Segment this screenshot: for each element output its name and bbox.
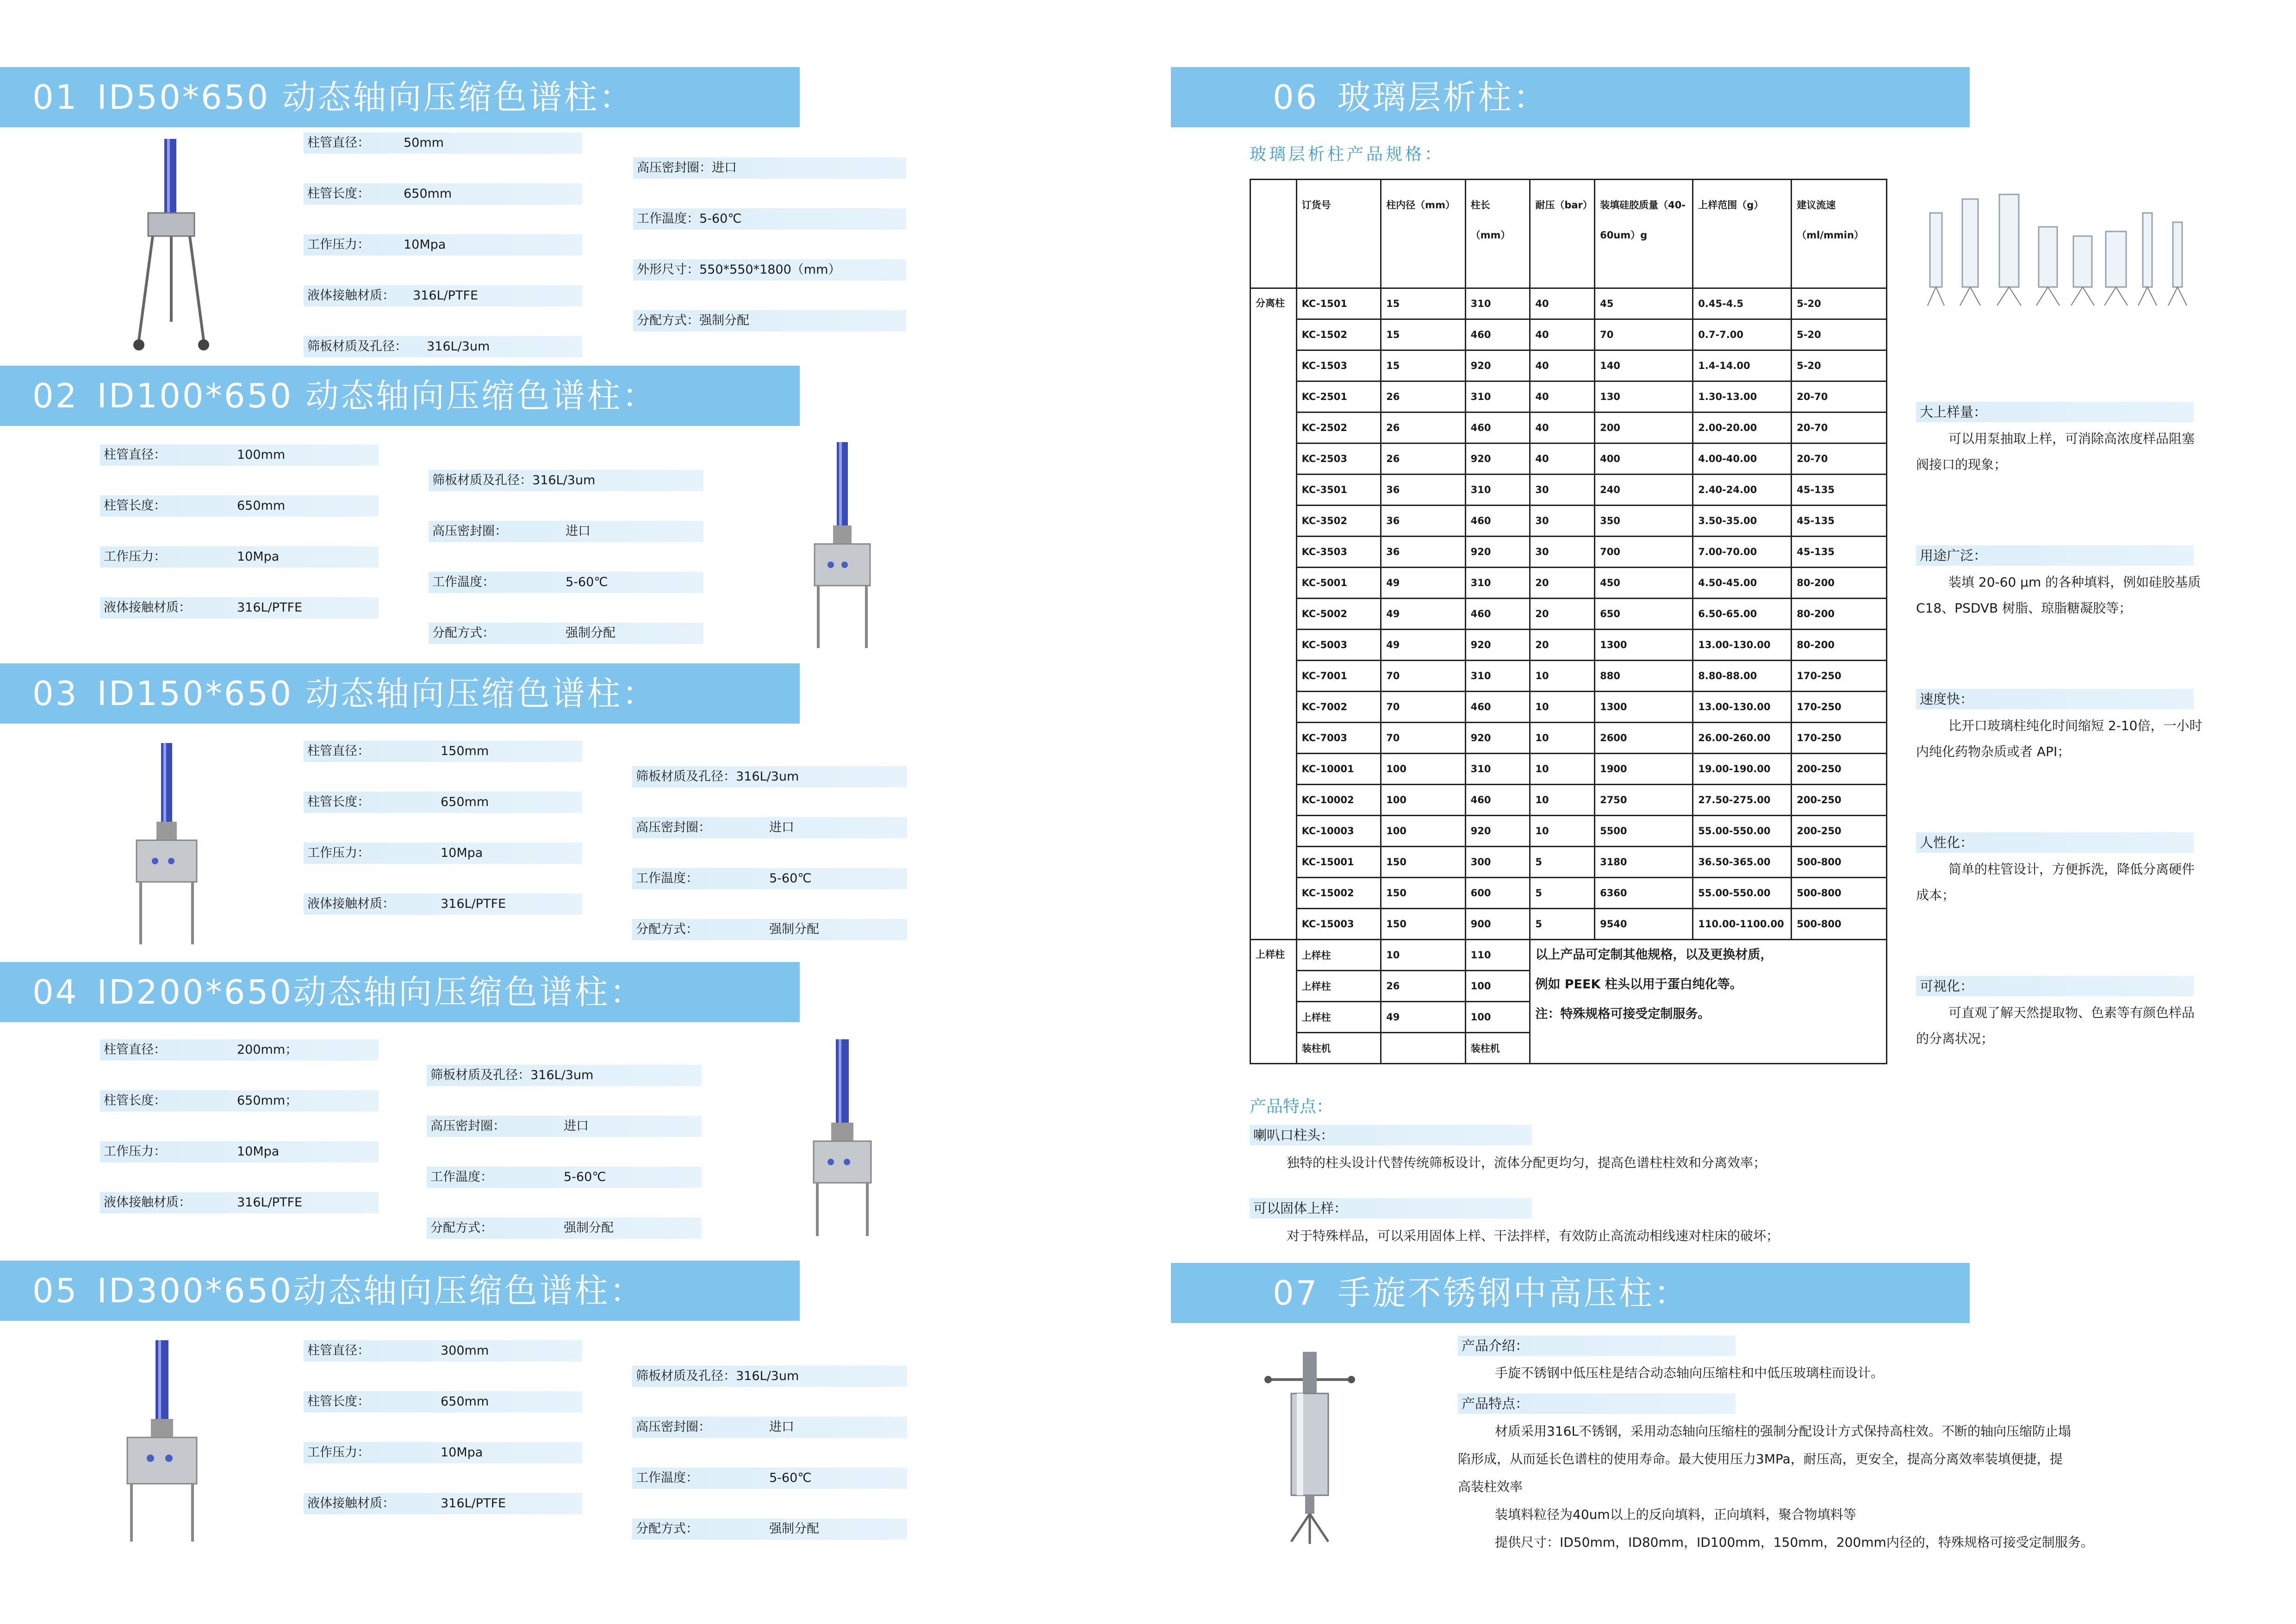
table-cell: 500-800 <box>1792 847 1887 878</box>
table-cell: 26 <box>1381 381 1465 412</box>
spec-row: 柱管直径： 50mm <box>304 132 582 154</box>
spec-row: 工作压力： 10Mpa <box>304 1442 582 1463</box>
section-number: 01 <box>32 78 79 117</box>
table-cell: 40 <box>1530 381 1595 412</box>
table-cell: 460 <box>1465 785 1530 816</box>
table-cell: KC-7002 <box>1296 692 1381 723</box>
table-row <box>1251 661 1887 692</box>
table-cell: 2600 <box>1595 723 1693 754</box>
table-cell: KC-15002 <box>1296 878 1381 909</box>
section-01-banner <box>0 67 800 127</box>
table-cell: 5 <box>1530 909 1595 940</box>
spec-row: 分配方式： 强制分配 <box>632 1518 907 1540</box>
table-cell: 310 <box>1465 475 1530 506</box>
group-label-cell: 上样柱 <box>1251 940 1297 1064</box>
spec-row: 工作温度： 5-60℃ <box>429 572 703 593</box>
spec-row: 分配方式： 强制分配 <box>429 623 703 644</box>
table-cell: 4.50-45.00 <box>1693 568 1792 599</box>
table-cell: KC-7003 <box>1296 723 1381 754</box>
table-note-line: 以上产品可定制其他规格，以及更换材质， <box>1535 948 1773 962</box>
table-cell: KC-2503 <box>1296 443 1381 475</box>
glass-column-spec-table <box>1250 179 1887 1064</box>
table-cell: 70 <box>1381 692 1465 723</box>
table-cell: 460 <box>1465 599 1530 630</box>
table-cell: KC-2501 <box>1296 381 1381 412</box>
section-title: ID50*650 动态轴向压缩色谱柱： <box>97 78 635 117</box>
table-row <box>1251 412 1887 443</box>
spec-row: 液体接触材质： 316L/PTFE <box>304 893 582 915</box>
table-cell: 20 <box>1530 630 1595 661</box>
table-cell: 10 <box>1530 816 1595 847</box>
table-cell: 2750 <box>1595 785 1693 816</box>
table-cell: 7.00-70.00 <box>1693 537 1792 568</box>
table-cell: KC-15001 <box>1296 847 1381 878</box>
spec-row: 外形尺寸：550*550*1800（mm） <box>633 259 906 281</box>
table-header-cell: 上样范围（g） <box>1693 180 1792 288</box>
side-feature-text: 装填 20-60 μm 的各种填料，例如硅胶基质 C18、PSDVB 树脂、琼脂糖凝胶等； <box>1916 575 2201 616</box>
spec-row: 液体接触材质： 316L/PTFE <box>100 1192 379 1213</box>
table-cell: KC-5001 <box>1296 568 1381 599</box>
spec-row: 筛板材质及孔径：316L/3um <box>427 1065 702 1086</box>
spec-row: 工作压力： 10Mpa <box>304 234 582 256</box>
column-50-image <box>125 137 218 359</box>
table-cell: 200-250 <box>1792 816 1887 847</box>
table-cell: 13.00-130.00 <box>1693 692 1792 723</box>
spec-row: 柱管长度： 650mm； <box>100 1090 379 1112</box>
table-header-row <box>1251 180 1887 288</box>
feature-line: 装填料粒径为40um以上的反向填料，正向填料，聚合物填料等 <box>1495 1507 1856 1522</box>
table-cell: 460 <box>1465 692 1530 723</box>
feature-label: 产品特点： <box>1458 1393 1736 1414</box>
table-cell: 100 <box>1465 971 1530 1002</box>
table-cell: 40 <box>1530 443 1595 475</box>
table-cell: 上样柱 <box>1296 1002 1381 1033</box>
spec-row: 柱管直径： 150mm <box>304 741 582 762</box>
section-number: 04 <box>32 973 79 1012</box>
table-cell: KC-1501 <box>1296 288 1381 319</box>
table-cell: 30 <box>1530 506 1595 537</box>
table-cell: 10 <box>1530 723 1595 754</box>
table-cell: 上样柱 <box>1296 940 1381 971</box>
table-row <box>1251 506 1887 537</box>
table-cell: 30 <box>1530 475 1595 506</box>
table-cell: 140 <box>1595 350 1693 381</box>
stainless-column-image <box>1259 1343 1361 1546</box>
table-row <box>1251 847 1887 878</box>
spec-row: 筛板材质及孔径：316L/3um <box>429 470 703 491</box>
spec-row: 高压密封圈： 进口 <box>632 1417 907 1438</box>
table-cell: 6.50-65.00 <box>1693 599 1792 630</box>
table-cell: 20-70 <box>1792 443 1887 475</box>
table-header-cell: 柱内径（mm） <box>1381 180 1465 288</box>
side-feature-label: 人性化： <box>1916 832 2194 853</box>
side-feature-text: 简单的柱管设计，方便拆洗，降低分离硬件成本； <box>1916 862 2195 903</box>
table-row <box>1251 568 1887 599</box>
feature-line: 陷形成，从而延长色谱柱的使用寿命。最大使用压力3MPa，耐压高，更安全，提高分离效率装填便捷，提 <box>1458 1451 2063 1467</box>
table-cell: 4.00-40.00 <box>1693 443 1792 475</box>
table-cell: 460 <box>1465 319 1530 350</box>
table-corner-cell <box>1251 180 1297 288</box>
table-cell: 45 <box>1595 288 1693 319</box>
section-03-banner <box>0 663 800 724</box>
table-cell: 5500 <box>1595 816 1693 847</box>
section-title: 玻璃层析柱： <box>1337 78 1549 117</box>
table-cell: 700 <box>1595 537 1693 568</box>
table-row <box>1251 599 1887 630</box>
spec-row: 分配方式：强制分配 <box>633 310 906 331</box>
table-cell: 10 <box>1530 754 1595 785</box>
section-04-banner <box>0 962 800 1022</box>
table-cell: 19.00-190.00 <box>1693 754 1792 785</box>
table-cell: 55.00-550.00 <box>1693 878 1792 909</box>
table-note-cell <box>1530 940 1887 1064</box>
table-cell: 20-70 <box>1792 381 1887 412</box>
table-cell: KC-5002 <box>1296 599 1381 630</box>
table-cell: 80-200 <box>1792 599 1887 630</box>
spec-row: 工作温度： 5-60℃ <box>632 868 907 889</box>
group-label-cell: 分离柱 <box>1251 288 1297 940</box>
spec-row: 工作压力： 10Mpa <box>304 843 582 864</box>
table-cell: KC-3501 <box>1296 475 1381 506</box>
table-cell: 920 <box>1465 816 1530 847</box>
glass-columns-image <box>1921 185 2208 315</box>
table-row <box>1251 878 1887 909</box>
spec-row: 柱管直径： 100mm <box>100 444 379 466</box>
table-cell: 5-20 <box>1792 319 1887 350</box>
spec-row: 液体接触材质： 316L/PTFE <box>304 1493 582 1514</box>
section-title: ID300*650动态轴向压缩色谱柱： <box>97 1271 645 1310</box>
spec-row: 筛板材质及孔径： 316L/3um <box>304 336 582 357</box>
table-cell: 70 <box>1595 319 1693 350</box>
section-title: ID200*650动态轴向压缩色谱柱： <box>97 973 645 1012</box>
table-cell: 15 <box>1381 288 1465 319</box>
table-row <box>1251 785 1887 816</box>
table-cell: 45-135 <box>1792 475 1887 506</box>
feature-line: 材质采用316L不锈钢，采用动态轴向压缩柱的强制分配设计方式保持高柱效。不断的轴向压缩防止塌 <box>1495 1424 2072 1439</box>
table-cell: 5-20 <box>1792 288 1887 319</box>
table-cell: KC-10002 <box>1296 785 1381 816</box>
table-row <box>1251 754 1887 785</box>
side-feature-text: 可直观了解天然提取物、色素等有颜色样品的分离状况； <box>1916 1005 2195 1046</box>
table-cell: 200-250 <box>1792 785 1887 816</box>
section-05-banner <box>0 1261 800 1321</box>
section-number: 05 <box>32 1271 79 1310</box>
table-cell: 170-250 <box>1792 692 1887 723</box>
table-cell: 1900 <box>1595 754 1693 785</box>
table-cell: 49 <box>1381 568 1465 599</box>
column-300-image <box>116 1338 208 1546</box>
section-number: 03 <box>32 674 79 713</box>
section-number: 07 <box>1273 1274 1319 1312</box>
table-cell: 200-250 <box>1792 754 1887 785</box>
section-title: 手旋不锈钢中高压柱： <box>1337 1274 1689 1312</box>
spec-row: 工作压力： 10Mpa <box>100 546 379 568</box>
table-cell: 400 <box>1595 443 1693 475</box>
side-feature-text: 比开口玻璃柱纯化时间缩短 2-10倍，一小时内纯化药物杂质或者 API； <box>1916 718 2203 759</box>
table-cell: 1300 <box>1595 692 1693 723</box>
table-row <box>1251 816 1887 847</box>
table-cell: 600 <box>1465 878 1530 909</box>
table-cell: 920 <box>1465 350 1530 381</box>
table-header-cell: 装填硅胶质量（40-60um）g <box>1595 180 1693 288</box>
spec-row: 工作温度： 5-60℃ <box>632 1468 907 1489</box>
spec-row: 筛板材质及孔径：316L/3um <box>632 1366 907 1387</box>
side-feature-label: 可视化： <box>1916 976 2194 996</box>
table-cell: 36 <box>1381 537 1465 568</box>
table-cell: KC-10001 <box>1296 754 1381 785</box>
table-cell: 13.00-130.00 <box>1693 630 1792 661</box>
table-cell: 49 <box>1381 630 1465 661</box>
table-cell: 110.00-1100.00 <box>1693 909 1792 940</box>
table-cell: 920 <box>1465 723 1530 754</box>
feature-label: 喇叭口柱头： <box>1250 1125 1532 1145</box>
spec-row: 高压密封圈： 进口 <box>632 817 907 838</box>
table-row <box>1251 288 1887 319</box>
table-row <box>1251 909 1887 940</box>
table-cell: 上样柱 <box>1296 971 1381 1002</box>
table-cell: 3180 <box>1595 847 1693 878</box>
spec-row: 柱管长度： 650mm <box>100 495 379 517</box>
table-cell: 80-200 <box>1792 630 1887 661</box>
section-07-banner <box>1171 1263 1970 1323</box>
table-cell: 36 <box>1381 475 1465 506</box>
table-cell: 装柱机 <box>1465 1033 1530 1064</box>
table-cell: 80-200 <box>1792 568 1887 599</box>
table-cell: 10 <box>1530 692 1595 723</box>
table-header-cell: 柱长（mm） <box>1465 180 1530 288</box>
side-feature-label: 用途广泛： <box>1916 545 2194 566</box>
table-cell: 0.45-4.5 <box>1693 288 1792 319</box>
table-cell: 310 <box>1465 381 1530 412</box>
spec-row: 柱管直径： 200mm； <box>100 1039 379 1061</box>
table-cell: 1.30-13.00 <box>1693 381 1792 412</box>
spec-row: 高压密封圈： 进口 <box>427 1116 702 1137</box>
table-row <box>1251 443 1887 475</box>
spec-row: 柱管长度： 650mm <box>304 792 582 813</box>
table-cell: 5 <box>1530 847 1595 878</box>
column-200-image <box>805 1037 879 1241</box>
table-row <box>1251 350 1887 381</box>
section-number: 06 <box>1273 78 1319 117</box>
table-header-cell: 建议流速（ml/mmin） <box>1792 180 1887 288</box>
table-row <box>1251 940 1887 971</box>
table-cell: KC-3503 <box>1296 537 1381 568</box>
table-cell: 26 <box>1381 971 1465 1002</box>
table-cell: 5 <box>1530 878 1595 909</box>
table-cell: 460 <box>1465 506 1530 537</box>
table-cell: 920 <box>1465 537 1530 568</box>
table-row <box>1251 381 1887 412</box>
side-feature-text: 可以用泵抽取上样，可消除高浓度样品阻塞阀接口的现象； <box>1916 431 2195 472</box>
table-cell: 26 <box>1381 412 1465 443</box>
feature-line: 高装柱效率 <box>1458 1479 1523 1494</box>
feature-text: 对于特殊样品，可以采用固体上样、干法拌样，有效防止高流动相线速对柱床的破坏； <box>1287 1228 1780 1243</box>
table-cell: KC-7001 <box>1296 661 1381 692</box>
table-cell: 2.40-24.00 <box>1693 475 1792 506</box>
table-cell: 310 <box>1465 661 1530 692</box>
table-cell: 0.7-7.00 <box>1693 319 1792 350</box>
table-cell: 9540 <box>1595 909 1693 940</box>
table-row <box>1251 692 1887 723</box>
table-cell: 45-135 <box>1792 537 1887 568</box>
table-cell: 1.4-14.00 <box>1693 350 1792 381</box>
spec-row: 工作压力： 10Mpa <box>100 1141 379 1162</box>
table-header-cell: 订货号 <box>1296 180 1381 288</box>
table-cell: 500-800 <box>1792 909 1887 940</box>
spec-row: 筛板材质及孔径：316L/3um <box>632 766 907 787</box>
table-cell: 2.00-20.00 <box>1693 412 1792 443</box>
spec-row: 柱管直径： 300mm <box>304 1340 582 1362</box>
table-row <box>1251 537 1887 568</box>
table-cell: 49 <box>1381 599 1465 630</box>
table-cell: 100 <box>1381 785 1465 816</box>
table-cell: 27.50-275.00 <box>1693 785 1792 816</box>
feature-line: 提供尺寸：ID50mm，ID80mm，ID100mm，150mm，200mm内径的，特殊规格可接受定制服务。 <box>1495 1535 2094 1550</box>
table-cell: 880 <box>1595 661 1693 692</box>
table-cell: 100 <box>1381 754 1465 785</box>
table-cell: 55.00-550.00 <box>1693 816 1792 847</box>
table-row <box>1251 630 1887 661</box>
table-cell: 26.00-260.00 <box>1693 723 1792 754</box>
table-row <box>1251 319 1887 350</box>
intro-text: 手旋不锈钢中低压柱是结合动态轴向压缩柱和中低压玻璃柱而设计。 <box>1495 1365 1884 1380</box>
feature-label: 可以固体上样： <box>1250 1198 1532 1218</box>
feature-text: 独特的柱头设计代替传统筛板设计，流体分配更均匀，提高色谱柱柱效和分离效率； <box>1287 1155 1767 1170</box>
spec-row: 分配方式： 强制分配 <box>632 919 907 940</box>
table-cell: 45-135 <box>1792 506 1887 537</box>
table-cell: 150 <box>1381 878 1465 909</box>
spec-row: 液体接触材质： 316L/PTFE <box>304 285 582 306</box>
section-06-banner <box>1171 67 1970 127</box>
table-cell: KC-10003 <box>1296 816 1381 847</box>
intro-label: 产品介绍： <box>1458 1336 1736 1356</box>
table-cell: 900 <box>1465 909 1530 940</box>
table-cell: 170-250 <box>1792 723 1887 754</box>
table-cell: KC-3502 <box>1296 506 1381 537</box>
table-cell: 15 <box>1381 350 1465 381</box>
table-cell: 5-20 <box>1792 350 1887 381</box>
table-note-line: 例如 PEEK 柱头以用于蛋白纯化等。 <box>1535 977 1742 992</box>
table-cell: 40 <box>1530 319 1595 350</box>
table-cell: 40 <box>1530 288 1595 319</box>
table-cell: 300 <box>1465 847 1530 878</box>
table-cell: 3.50-35.00 <box>1693 506 1792 537</box>
table-note-line: 注：特殊规格可接受定制服务。 <box>1535 1007 1711 1021</box>
table-cell: 350 <box>1595 506 1693 537</box>
spec-row: 分配方式： 强制分配 <box>427 1218 702 1239</box>
table-cell: 100 <box>1465 1002 1530 1033</box>
spec-row: 高压密封圈：进口 <box>633 157 906 179</box>
table-cell: 100 <box>1381 816 1465 847</box>
table-cell: 200 <box>1595 412 1693 443</box>
table-cell: 26 <box>1381 443 1465 475</box>
table-cell: 310 <box>1465 288 1530 319</box>
table-cell: 170-250 <box>1792 661 1887 692</box>
features-title: 产品特点： <box>1250 1097 1333 1116</box>
section-title: ID100*650 动态轴向压缩色谱柱： <box>97 376 658 415</box>
table-cell: KC-2502 <box>1296 412 1381 443</box>
spec-row: 柱管长度： 650mm <box>304 1391 582 1412</box>
side-feature-label: 速度快： <box>1916 689 2194 709</box>
table-cell: 920 <box>1465 630 1530 661</box>
column-100-image <box>805 440 879 653</box>
table-cell: 49 <box>1381 1002 1465 1033</box>
table-cell: 920 <box>1465 443 1530 475</box>
table-cell <box>1381 1033 1465 1064</box>
section-number: 02 <box>32 376 79 415</box>
table-header-cell: 耐压（bar） <box>1530 180 1595 288</box>
table-cell: 40 <box>1530 412 1595 443</box>
table-cell: 650 <box>1595 599 1693 630</box>
table-subtitle: 玻璃层析柱产品规格： <box>1250 145 1444 164</box>
table-cell: 150 <box>1381 847 1465 878</box>
table-cell: 20 <box>1530 568 1595 599</box>
table-row <box>1251 475 1887 506</box>
column-150-image <box>130 741 204 949</box>
spec-row: 工作温度： 5-60℃ <box>427 1167 702 1188</box>
spec-row: 柱管长度： 650mm <box>304 183 582 205</box>
spec-row: 高压密封圈： 进口 <box>429 521 703 542</box>
table-cell: 1300 <box>1595 630 1693 661</box>
section-title: ID150*650 动态轴向压缩色谱柱： <box>97 674 658 713</box>
table-cell: 310 <box>1465 568 1530 599</box>
spec-row: 工作温度：5-60℃ <box>633 208 906 230</box>
table-cell: 36.50-365.00 <box>1693 847 1792 878</box>
spec-row: 液体接触材质： 316L/PTFE <box>100 597 379 618</box>
table-cell: 460 <box>1465 412 1530 443</box>
section-02-banner <box>0 366 800 426</box>
table-cell: 6360 <box>1595 878 1693 909</box>
table-cell: 240 <box>1595 475 1693 506</box>
table-cell: 150 <box>1381 909 1465 940</box>
side-feature-label: 大上样量： <box>1916 402 2194 422</box>
table-cell: KC-15003 <box>1296 909 1381 940</box>
table-cell: 10 <box>1381 940 1465 971</box>
table-cell: 450 <box>1595 568 1693 599</box>
table-cell: 500-800 <box>1792 878 1887 909</box>
table-cell: KC-1502 <box>1296 319 1381 350</box>
table-cell: 装柱机 <box>1296 1033 1381 1064</box>
table-cell: KC-1503 <box>1296 350 1381 381</box>
table-cell: 70 <box>1381 661 1465 692</box>
table-cell: 10 <box>1530 785 1595 816</box>
table-cell: 20 <box>1530 599 1595 630</box>
table-row <box>1251 723 1887 754</box>
table-cell: 70 <box>1381 723 1465 754</box>
table-cell: 110 <box>1465 940 1530 971</box>
table-cell: 310 <box>1465 754 1530 785</box>
table-cell: 20-70 <box>1792 412 1887 443</box>
table-cell: 130 <box>1595 381 1693 412</box>
table-cell: 36 <box>1381 506 1465 537</box>
table-cell: KC-5003 <box>1296 630 1381 661</box>
table-cell: 15 <box>1381 319 1465 350</box>
table-cell: 8.80-88.00 <box>1693 661 1792 692</box>
table-cell: 10 <box>1530 661 1595 692</box>
table-cell: 30 <box>1530 537 1595 568</box>
table-cell: 40 <box>1530 350 1595 381</box>
